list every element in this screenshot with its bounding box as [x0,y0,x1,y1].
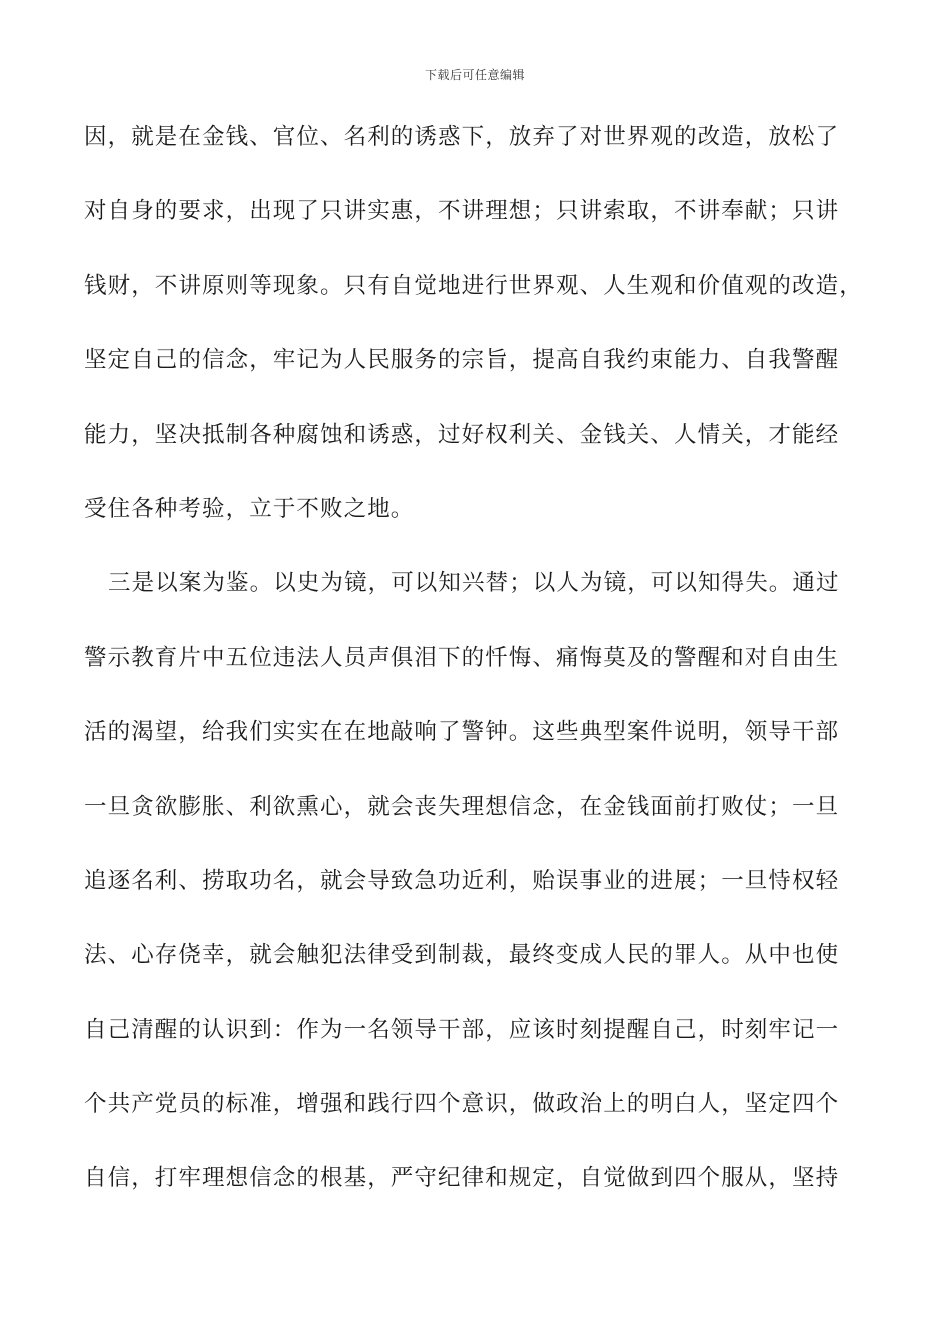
document-body [84,112,874,1228]
text-line-12: 法、心存侥幸，就会触犯法律受到制裁，最终变成人民的罪人。从中也使 [84,942,840,969]
text-line-6: 受住各种考验，立于不败之地。 [84,495,415,522]
text-line-3: 钱财，不讲原则等现象。只有自觉地进行世界观、人生观和价值观的改造， [84,272,863,299]
text-line-10: 一旦贪欲膨胀、利欲熏心，就会丧失理想信念，在金钱面前打败仗；一旦 [84,793,840,820]
header-note: 下载后可任意编辑 [424,68,525,82]
text-line-2: 对自身的要求，出现了只讲实惠，不讲理想；只讲索取，不讲奉献；只讲 [84,198,840,225]
text-line-13: 自己清醒的认识到：作为一名领导干部，应该时刻提醒自己，时刻牢记一 [84,1016,840,1043]
text-line-9: 活的渴望，给我们实实在在地敲响了警钟。这些典型案件说明，领导干部 [84,719,840,746]
text-line-5: 能力，坚决抵制各种腐蚀和诱惑，过好权利关、金钱关、人情关，才能经 [84,421,840,448]
text-line-1: 因，就是在金钱、官位、名利的诱惑下，放弃了对世界观的改造，放松了 [84,124,840,150]
paragraph-start-line: 三是以案为鉴。以史为镜，可以知兴替；以人为镜，可以知得失。通过 [108,570,840,597]
text-line-14: 个共产党员的标准，增强和践行四个意识，做政治上的明白人，坚定四个 [84,1091,840,1118]
text-line-8: 警示教育片中五位违法人员声俱泪下的忏悔、痛悔莫及的警醒和对自由生 [84,644,840,671]
text-line-11: 追逐名利、捞取功名，就会导致急功近利，贻误事业的进展；一旦恃权轻 [84,867,840,894]
text-line-15: 自信，打牢理想信念的根基，严守纪律和规定，自觉做到四个服从，坚持 [84,1165,840,1192]
text-line-4: 坚定自己的信念，牢记为人民服务的宗旨，提高自我约束能力、自我警醒 [84,347,840,374]
